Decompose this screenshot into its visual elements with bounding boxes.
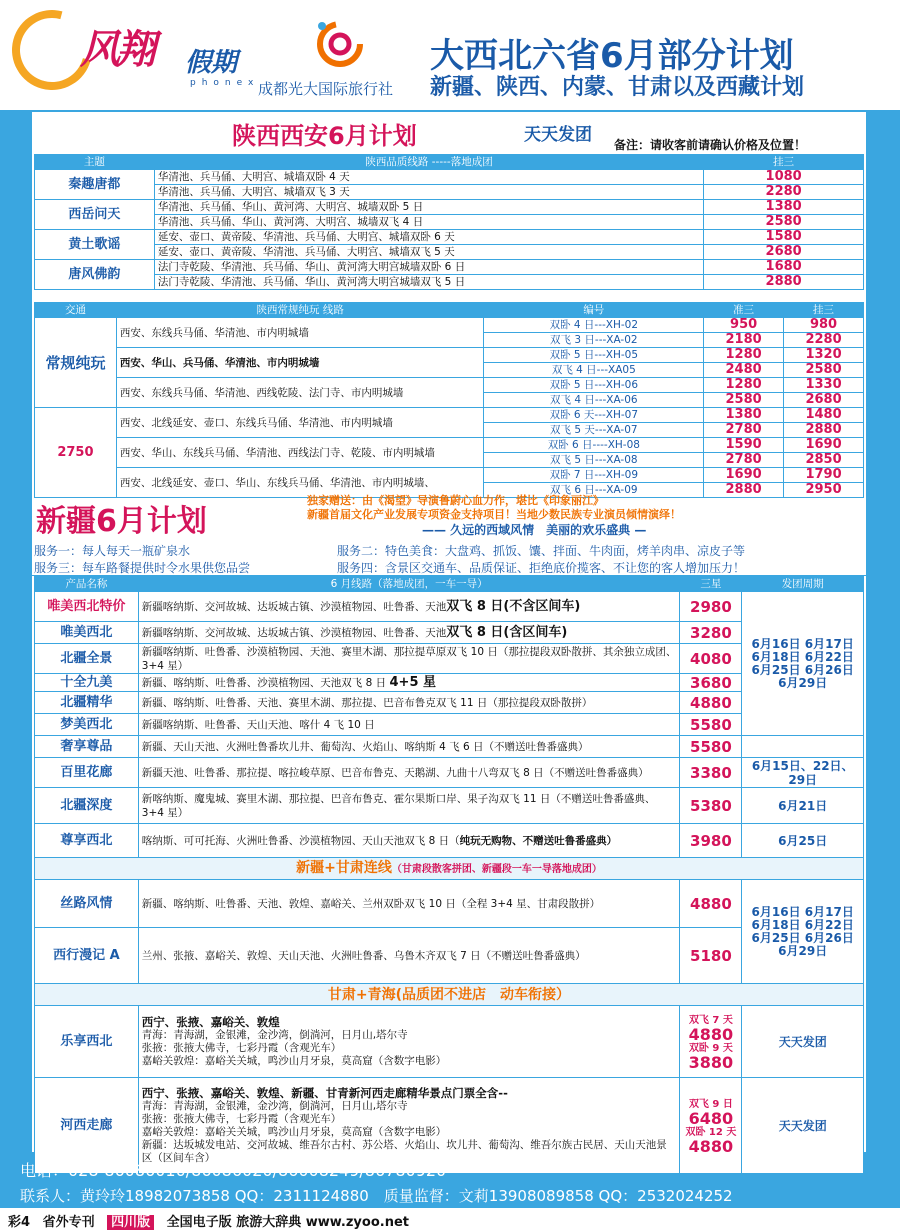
page-subtitle: 新疆、陕西、内蒙、甘肃以及西藏计划 <box>430 75 805 100</box>
service-3: 服务三：每车路餐提供时令水果供您品尝 <box>34 561 251 575</box>
route-highlight: 4+5 星 <box>389 674 437 690</box>
route-line: 新疆：达坂城发电站、交河故城、维吾尔古村、苏公塔、火焰山、坎儿井、葡萄沟、维吾尔族古民居、天山天池景区（区间车含） <box>141 1138 667 1164</box>
logo-text: 风翔 <box>80 27 152 73</box>
price: 4880 <box>680 692 742 714</box>
col-theme: 主题 <box>35 155 155 170</box>
price: 2480 <box>704 363 784 378</box>
price: 2950 <box>784 483 864 498</box>
col-transport: 交通 <box>35 303 117 318</box>
price: 1280 <box>704 378 784 393</box>
col-route: 陕西常规纯玩 线路 <box>116 303 484 318</box>
price: 2780 <box>704 423 784 438</box>
content-sheet <box>32 112 866 1164</box>
route-line: 青海：青海湖，金银滩，金沙湾，倒淌河，日月山,塔尔寺 <box>141 1028 408 1041</box>
route-highlight: 双飞 8 日(含区间车) <box>446 624 568 640</box>
route: 法门寺乾陵、华清池、兵马俑、华山、黄河湾大明宫城墙双卧 6 日 <box>154 260 703 275</box>
route-text: 新疆、喀纳斯、吐鲁番、沙漠植物园、天池双飞 8 日 <box>141 676 387 689</box>
price: 4880 <box>688 1024 734 1044</box>
page-title: 大西北六省6月部分计划 <box>430 36 794 76</box>
price: 2280 <box>704 185 864 200</box>
price: 2180 <box>704 333 784 348</box>
theme-name: 唐风佛韵 <box>35 260 155 290</box>
price: 2850 <box>784 453 864 468</box>
route-text: 新疆喀纳斯、交河故城、达坂城古镇、沙漠植物园、吐鲁番、天池 <box>141 626 447 639</box>
product-name: 北疆全景 <box>35 644 139 674</box>
route: 新疆、天山天池、火洲吐鲁番坎儿井、葡萄沟、火焰山、喀纳斯 4 飞 6 日（不赠送吐鲁番盛典） <box>138 736 680 758</box>
col-product: 产品名称 <box>35 577 139 592</box>
route: 西安、东线兵马俑、华清池、市内明城墙 <box>116 318 484 348</box>
price: 4880 <box>688 1136 734 1156</box>
route: 华清池、兵马俑、大明宫、城墙双卧 4 天 <box>154 170 703 185</box>
footer-contact <box>20 1158 880 1206</box>
route: 新疆天池、吐鲁番、那拉提、喀拉峻草原、巴音布鲁克、天鹅湖、九曲十八弯双飞 8 日（不赠送吐鲁番盛典） <box>138 758 680 788</box>
price: 1580 <box>704 230 864 245</box>
route: 新疆、喀纳斯、吐鲁番、天池、赛里木湖、那拉提、巴音布鲁克双飞 11 日（那拉提段双卧散拼） <box>138 692 680 714</box>
product-name: 西行漫记 A <box>35 928 139 984</box>
code: 双飞 3 日---XA-02 <box>484 333 704 348</box>
xinjiang-title: 新疆6月计划 <box>36 504 207 539</box>
route: 西安、北线延安、壶口、华山、东线兵马俑、华清池、市内明城墙、 <box>116 468 484 498</box>
price-label: 双卧 9 天 <box>688 1042 733 1054</box>
shaanxi-regular-table <box>34 302 864 498</box>
code: 双卧 6 天---XH-07 <box>484 408 704 423</box>
route: 西安、东线兵马俑、华清池、西线乾陵、法门寺、市内明城墙 <box>116 378 484 408</box>
route: 延安、壶口、黄帝陵、华清池、兵马俑、大明宫、城墙双卧 6 天 <box>154 230 703 245</box>
category: 常规纯玩 <box>35 318 117 408</box>
note: 备注：请收客前请确认价格及位置！ <box>614 138 807 152</box>
price: 5380 <box>680 788 742 824</box>
code: 双飞 4 日---XA-06 <box>484 393 704 408</box>
departure-dates: 6月15日、22日、29日 <box>742 758 864 788</box>
price: 2580 <box>704 393 784 408</box>
code: 双飞 5 天---XA-07 <box>484 423 704 438</box>
price: 5180 <box>680 928 742 984</box>
route: 新疆喀纳斯、吐鲁番、沙漠植物园、天池、赛里木湖、那拉提草原双飞 10 日（那拉提段双卧散拼、其余独立成团、3+4 星） <box>138 644 680 674</box>
route: 华清池、兵马俑、大明宫、城墙双飞 3 天 <box>154 185 703 200</box>
product-name: 十全九美 <box>35 674 139 692</box>
product-name: 乐享西北 <box>35 1006 139 1078</box>
price: 4080 <box>680 644 742 674</box>
code: 双卧 7 日---XH-09 <box>484 468 704 483</box>
route-line: 嘉峪关敦煌：嘉峪关关城，鸣沙山月牙泉，莫高窟（含数字电影） <box>141 1054 447 1067</box>
col-route: 陕西品质线路 -----落地成团 <box>154 155 703 170</box>
edition-tag: 四川版 <box>107 1215 154 1230</box>
route: 西安、华山、兵马俑、华清池、市内明城墙 <box>116 348 484 378</box>
xinjiang-table <box>34 576 864 1174</box>
site-name: 全国电子版 旅游大辞典 www.zyoo.net <box>166 1215 409 1230</box>
price: 3680 <box>680 674 742 692</box>
price: 3880 <box>688 1052 734 1072</box>
price: 3980 <box>680 824 742 858</box>
product-name: 唯美西北 <box>35 622 139 644</box>
departure-dates: 6月21日 <box>742 788 864 824</box>
service-1: 服务一：每人每天一瓶矿泉水 <box>34 544 191 558</box>
shaanxi-quality-table <box>34 154 864 290</box>
price: 5580 <box>680 714 742 736</box>
price-label: 双飞 9 日 <box>688 1098 733 1110</box>
route: 西安、北线延安、壶口、东线兵马俑、华清池、市内明城墙 <box>116 408 484 438</box>
theme-name: 黄土歌谣 <box>35 230 155 260</box>
product-name: 唯美西北特价 <box>35 592 139 622</box>
departure-dates-empty <box>742 736 864 758</box>
code: 双卧 5 日---XH-06 <box>484 378 704 393</box>
bottom-bar <box>0 1208 900 1230</box>
route: 西安、华山、东线兵马俑、华清池、西线法门寺、乾陵、市内明城墙 <box>116 438 484 468</box>
price-block <box>680 1006 742 1078</box>
price: 2780 <box>704 453 784 468</box>
product-name: 北疆深度 <box>35 788 139 824</box>
service-2: 服务二：特色美食：大盘鸡、抓饭、馕、拌面、牛肉面，烤羊肉串、凉皮子等 <box>337 544 746 558</box>
price: 1320 <box>784 348 864 363</box>
col-price-a: 准三 <box>704 303 784 318</box>
slogan: —— 久远的西域风情 美丽的欢乐盛典 — <box>422 523 647 537</box>
price: 1690 <box>784 438 864 453</box>
route-text: 新疆喀纳斯、交河故城、达坂城古镇、沙漠植物园、吐鲁番、天池 <box>141 600 447 613</box>
route: 新喀纳斯、魔鬼城、赛里木湖、那拉提、巴音布鲁克、霍尔果斯口岸、果子沟双飞 11 日（不赠送吐鲁番盛典、3+4 星） <box>138 788 680 824</box>
price: 950 <box>704 318 784 333</box>
route <box>138 1006 680 1078</box>
service-4: 服务四：含景区交通车、品质保证、拒绝底价揽客、不让您的客人增加压力！ <box>337 561 746 575</box>
agency-mark-icon <box>310 14 370 72</box>
route <box>138 674 680 692</box>
logo-text2: 假期 <box>185 48 238 78</box>
departure-dates: 天天发团 <box>742 1078 864 1174</box>
price: 980 <box>784 318 864 333</box>
shaanxi-title: 陕西西安6月计划 <box>232 122 417 150</box>
route-line: 嘉峪关敦煌：嘉峪关关城，鸣沙山月牙泉，莫高窟（含数字电影） <box>141 1125 447 1138</box>
col-price: 挂三 <box>704 155 864 170</box>
route <box>138 622 680 644</box>
band-note: （甘肃段散客拼团、新疆段一车一导落地成团） <box>391 863 602 875</box>
price: 2580 <box>784 363 864 378</box>
product-name: 河西走廊 <box>35 1078 139 1174</box>
code: 双飞 4 日---XA05 <box>484 363 704 378</box>
route-line: 张掖：张掖大佛寺，七彩丹霞（含观光车） <box>141 1041 342 1054</box>
footer-phone: 电话：028-86086010/86086020/86008249/86780920 <box>20 1161 447 1180</box>
section-band <box>35 858 864 880</box>
promo-line-2: 新疆首届文化产业发展专项资金支持项目！当地少数民族专业演员倾情演绎！ <box>307 508 681 521</box>
route: 华清池、兵马俑、华山、黄河湾、大明宫、城墙双卧 5 日 <box>154 200 703 215</box>
product-name: 梦美西北 <box>35 714 139 736</box>
route: 兰州、张掖、嘉峪关、敦煌、天山天池、火洲吐鲁番、乌鲁木齐双飞 7 日（不赠送吐鲁番盛典） <box>138 928 680 984</box>
col-code: 编号 <box>484 303 704 318</box>
route <box>138 824 680 858</box>
price: 1330 <box>784 378 864 393</box>
price: 1280 <box>704 348 784 363</box>
product-name: 百里花廊 <box>35 758 139 788</box>
price: 2680 <box>784 393 864 408</box>
product-name: 北疆精华 <box>35 692 139 714</box>
price: 1790 <box>784 468 864 483</box>
page-number: 彩4 <box>8 1215 31 1230</box>
price: 2980 <box>680 592 742 622</box>
section-name: 省外专刊 <box>42 1215 95 1230</box>
price-label: 双卧 12 天 <box>685 1126 737 1138</box>
agency-name: 成都光大国际旅行社 <box>258 80 394 98</box>
price: 6480 <box>688 1108 734 1128</box>
section-band: 甘肃+青海(品质团不进店 动车衔接） <box>35 984 864 1006</box>
price: 1680 <box>704 260 864 275</box>
route <box>138 592 680 622</box>
price: 1480 <box>784 408 864 423</box>
price: 3380 <box>680 758 742 788</box>
logo-sub: phonex <box>190 78 260 88</box>
price-label: 双飞 7 天 <box>688 1014 733 1026</box>
departure-dates: 6月16日 6月17日 6月18日 6月22日 6月25日 6月26日 6月29日 <box>742 592 864 736</box>
theme-name: 西岳问天 <box>35 200 155 230</box>
code: 双飞 6 日---XA-09 <box>484 483 704 498</box>
col-price-b: 挂三 <box>784 303 864 318</box>
header <box>0 0 900 110</box>
col-route: 6 月线路（落地成团，一车一导） <box>138 577 680 592</box>
price: 2680 <box>704 245 864 260</box>
price: 5580 <box>680 736 742 758</box>
code: 双飞 5 日---XA-08 <box>484 453 704 468</box>
footer-contacts: 联系人：黄玲玲18982073858 QQ：2311124880 质量监督：文莉13908089858 QQ：2532024252 <box>20 1187 733 1205</box>
route: 新疆、喀纳斯、吐鲁番、天池、敦煌、嘉峪关、兰州双卧双飞 10 日（全程 3+4 星、甘肃段散拼） <box>138 880 680 928</box>
price: 1380 <box>704 200 864 215</box>
route: 延安、壶口、黄帝陵、华清池、兵马俑、大明宫、城墙双飞 5 天 <box>154 245 703 260</box>
route: 法门寺乾陵、华清池、兵马俑、华山、黄河湾大明宫城墙双飞 5 日 <box>154 275 703 290</box>
route: 华清池、兵马俑、华山、黄河湾、大明宫、城墙双飞 4 日 <box>154 215 703 230</box>
route: 新疆喀纳斯、吐鲁番、天山天池、喀什 4 飞 10 日 <box>138 714 680 736</box>
price: 2880 <box>704 483 784 498</box>
route-highlight: 纯玩无购物、不赠送吐鲁番盛典） <box>459 834 618 847</box>
code: 双卧 5 日---XH-05 <box>484 348 704 363</box>
product-name: 奢享尊品 <box>35 736 139 758</box>
product-name: 尊享西北 <box>35 824 139 858</box>
price: 1690 <box>704 468 784 483</box>
route-text: 喀纳斯、可可托海、火洲吐鲁番、沙漠植物园、天山天池双飞 8 日（ <box>141 834 460 847</box>
promo-line-1: 独家赠送：由《渴望》导演鲁蔚心血力作，堪比《印象丽江》 <box>307 494 604 507</box>
price: 2880 <box>704 275 864 290</box>
code: 双卧 4 日---XH-02 <box>484 318 704 333</box>
route-head: 西宁、张掖、嘉峪关、敦煌 <box>141 1014 280 1029</box>
band-title: 新疆+甘肃连线 <box>296 859 392 876</box>
price: 2580 <box>704 215 864 230</box>
departure-dates: 6月16日 6月17日 6月18日 6月22日 6月25日 6月26日 6月29日 <box>742 880 864 984</box>
route-head: 西宁、张掖、嘉峪关、敦煌、新疆、甘青新河西走廊精华景点门票全含-- <box>141 1085 508 1100</box>
route-line: 青海：青海湖，金银滩，金沙湾，倒淌河，日月山,塔尔寺 <box>141 1099 408 1112</box>
category-price: 2750 <box>35 408 117 498</box>
theme-name: 秦趣唐都 <box>35 170 155 200</box>
price: 4880 <box>680 880 742 928</box>
route-highlight: 双飞 8 日(不含区间车) <box>446 598 581 614</box>
departure-dates: 天天发团 <box>742 1006 864 1078</box>
daily-departure-badge: 天天发团 <box>524 125 592 145</box>
product-name: 丝路风情 <box>35 880 139 928</box>
departure-dates: 6月25日 <box>742 824 864 858</box>
route-line: 张掖：张掖大佛寺，七彩丹霞（含观光车） <box>141 1112 342 1125</box>
col-dates: 发团周期 <box>742 577 864 592</box>
services <box>32 540 866 576</box>
price: 3280 <box>680 622 742 644</box>
price: 1080 <box>704 170 864 185</box>
code: 双卧 6 日----XH-08 <box>484 438 704 453</box>
col-price: 三星 <box>680 577 742 592</box>
price: 1590 <box>704 438 784 453</box>
price: 1380 <box>704 408 784 423</box>
price: 2280 <box>784 333 864 348</box>
price: 2880 <box>784 423 864 438</box>
